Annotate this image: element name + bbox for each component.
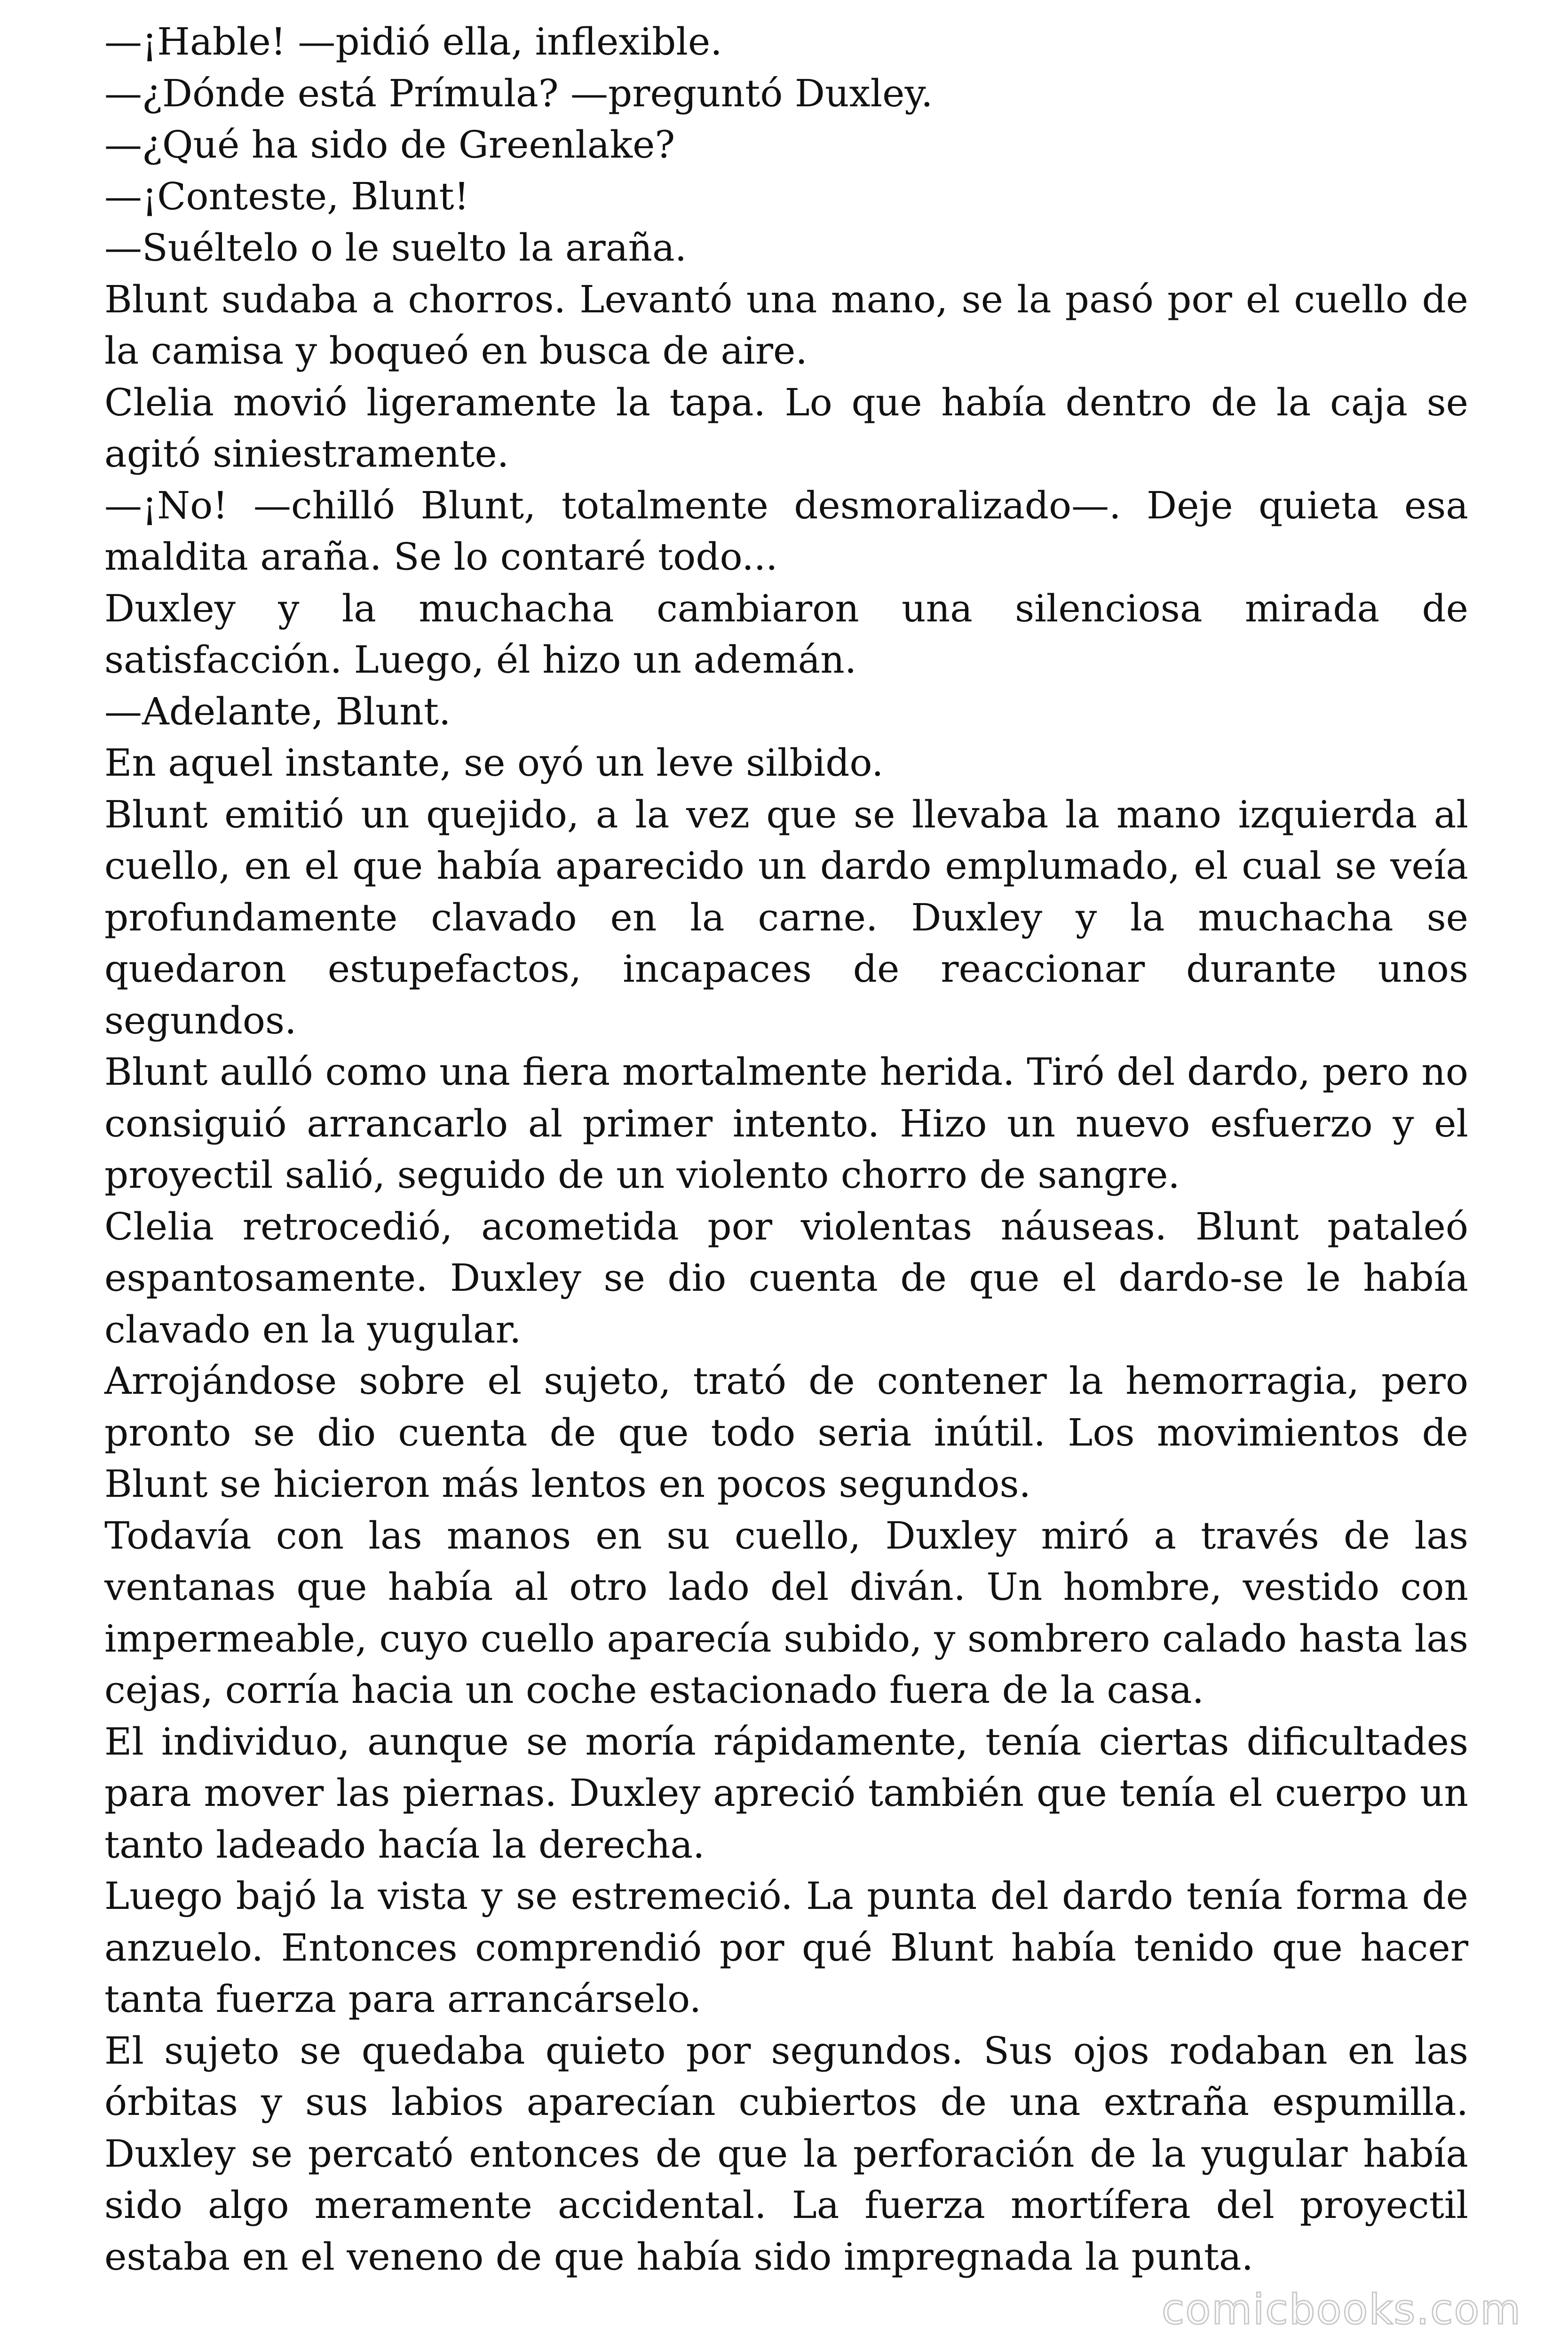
paragraph: —¿Qué ha sido de Greenlake? — [104, 123, 675, 167]
paragraph: Clelia retrocedió, acometida por violentas náuseas. Blunt pataleó espantosamente. Duxley se dio cuenta de que el dardo-se le había clavado en la yugular. — [104, 1204, 1468, 1351]
paragraph: Todavía con las manos en su cuello, Duxley miró a través de las ventanas que había al otro lado del diván. Un hombre, vestido con impermeable, cuyo cuello aparecía subido, y sombrero calado hasta las cejas, corría hacia un coche estacionado fuera de la casa. — [104, 1513, 1468, 1712]
paragraph: —¡Conteste, Blunt! — [104, 174, 469, 218]
paragraph: El individuo, aunque se moría rápidamente, tenía ciertas dificultades para mover las piernas. Duxley apreció también que tenía el cuerpo un tanto ladeado hacía la derecha. — [104, 1719, 1468, 1867]
paragraph: El sujeto se quedaba quieto por segundos. Sus ojos rodaban en las órbitas y sus labios aparecían cubiertos de una extraña espumilla. Duxley se percató entonces de que la perforación de la yugular había sido algo meramente accidental. La fuerza mortífera del proyectil estaba en el veneno de que había sido impregnada la punta. — [104, 2028, 1468, 2279]
paragraph: Arrojándose sobre el sujeto, trató de contener la hemorragia, pero pronto se dio cuenta de que todo seria inútil. Los movimientos de Blunt se hicieron más lentos en pocos segundos. — [104, 1359, 1468, 1506]
paragraph: Blunt sudaba a chorros. Levantó una mano, se la pasó por el cuello de la camisa y boqueó en busca de aire. — [104, 277, 1468, 373]
paragraph: —¡No! —chilló Blunt, totalmente desmoralizado—. Deje quieta esa maldita araña. Se lo contaré todo... — [104, 483, 1468, 579]
paragraph: Blunt aulló como una fiera mortalmente herida. Tiró del dardo, pero no consiguió arrancarlo al primer intento. Hizo un nuevo esfuerzo y el proyectil salió, seguido de un violento chorro de sangre. — [104, 1050, 1468, 1197]
paragraph: —¿Dónde está Prímula? —preguntó Duxley. — [104, 71, 933, 115]
paragraph: En aquel instante, se oyó un leve silbido. — [104, 741, 884, 785]
paragraph: —Suéltelo o le suelto la araña. — [104, 226, 687, 270]
paragraph: Clelia movió ligeramente la tapa. Lo que había dentro de la caja se agitó siniestramente. — [104, 380, 1468, 476]
paragraph: Luego bajó la vista y se estremeció. La punta del dardo tenía forma de anzuelo. Entonces comprendió por qué Blunt había tenido que hacer tanta fuerza para arrancárselo. — [104, 1874, 1468, 2021]
paragraph: Duxley y la muchacha cambiaron una silenciosa mirada de satisfacción. Luego, él hizo un ademán. — [104, 586, 1468, 682]
paragraph: —Adelante, Blunt. — [104, 689, 451, 733]
page-text-body — [104, 16, 1468, 2282]
paragraph: —¡Hable! —pidió ella, inflexible. — [104, 20, 722, 64]
watermark: comicbooks.com — [1162, 2285, 1522, 2334]
paragraph: Blunt emitió un quejido, a la vez que se llevaba la mano izquierda al cuello, en el que había aparecido un dardo emplumado, el cual se veía profundamente clavado en la carne. Duxley y la muchacha se quedaron estupefactos, incapaces de reaccionar durante unos segundos. — [104, 792, 1468, 1042]
